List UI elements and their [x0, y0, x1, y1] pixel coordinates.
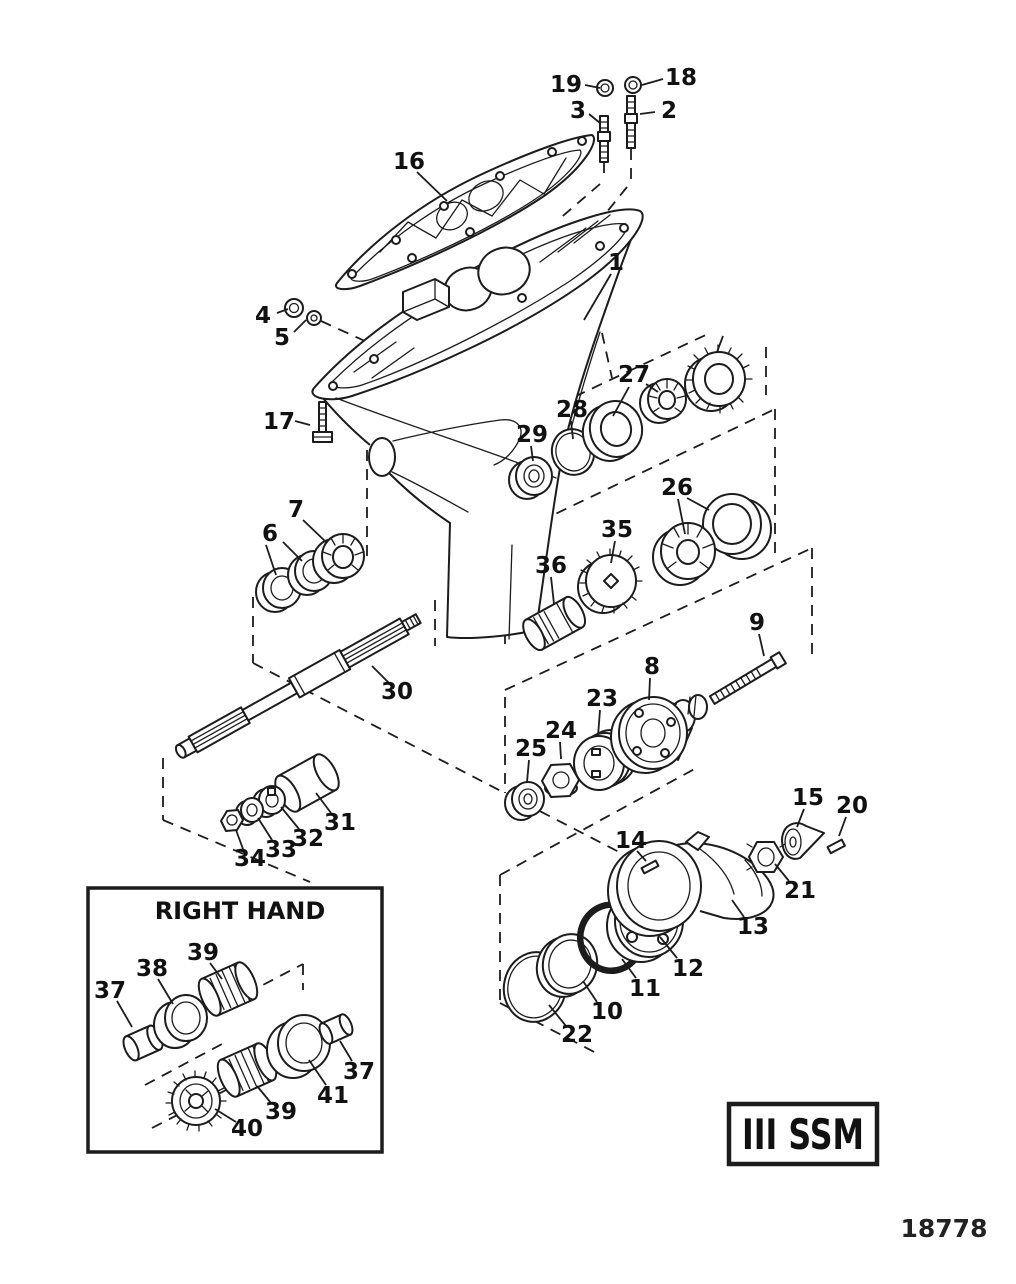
inset-title: RIGHT HAND [154, 897, 326, 925]
callout-39: 39 [186, 940, 220, 966]
part-20-pin [828, 840, 845, 854]
leader-line [717, 336, 723, 352]
leader-line [117, 1001, 132, 1027]
part-40-gear-assembly [166, 1071, 226, 1131]
leader-line [295, 421, 310, 425]
part-35-pinion-gear [578, 549, 642, 613]
part-15-anode-cone [782, 823, 824, 859]
callout-12: 12 [671, 956, 705, 982]
callout-14: 14 [614, 828, 648, 854]
model-badge [729, 1104, 877, 1164]
callout-32: 32 [291, 826, 325, 852]
part-18-nut [625, 77, 641, 93]
leader-line [839, 817, 846, 836]
callout-13: 13 [736, 914, 770, 940]
callout-25: 25 [514, 736, 548, 762]
drawing-number: 18778 [900, 1214, 988, 1243]
callout-19: 19 [549, 72, 583, 98]
part-2-stud [625, 96, 637, 148]
part-8-bearing-carrier [611, 695, 707, 773]
callout-27: 27 [617, 362, 651, 388]
leader-line [417, 172, 447, 201]
callout-40: 40 [230, 1116, 264, 1142]
leader-line [589, 114, 600, 123]
leader-line [560, 742, 561, 759]
callout-20: 20 [835, 793, 869, 819]
part-9-stud [709, 652, 786, 705]
callout-31: 31 [323, 810, 357, 836]
part-4-nut [285, 299, 303, 317]
callout-16: 16 [392, 149, 426, 175]
leader-line [759, 634, 764, 656]
callout-23: 23 [585, 686, 619, 712]
part-5-washer [307, 311, 321, 325]
leader-line [158, 979, 173, 1004]
callout-21: 21 [783, 878, 817, 904]
leader-line [527, 760, 529, 782]
part-7-bearing [313, 534, 364, 583]
callout-38: 38 [135, 956, 169, 982]
part-34-nut [221, 810, 243, 831]
callout-36: 36 [534, 553, 568, 579]
right-hand-inset [88, 888, 382, 1152]
badge-text: III SSM [742, 1110, 864, 1159]
part-38-ring [154, 995, 207, 1048]
callout-33: 33 [264, 837, 298, 863]
callout-11: 11 [628, 976, 662, 1002]
callout-18: 18 [664, 65, 698, 91]
callout-4: 4 [254, 303, 272, 329]
callout-10: 10 [590, 999, 624, 1025]
callout-17: 17 [262, 409, 296, 435]
leader-line [283, 542, 302, 561]
callout-28: 28 [555, 397, 589, 423]
leader-line [340, 1041, 352, 1061]
part-25-oil-seal [505, 782, 544, 820]
callout-41: 41 [316, 1083, 350, 1109]
callout-30: 30 [380, 679, 414, 705]
callout-6: 6 [261, 521, 279, 547]
callout-9: 9 [748, 610, 766, 636]
callout-22: 22 [560, 1022, 594, 1048]
callout-15: 15 [791, 785, 825, 811]
callout-39: 39 [264, 1099, 298, 1125]
callout-3: 3 [569, 98, 587, 124]
driven-gear [685, 345, 752, 413]
leader-line [303, 520, 326, 542]
leader-line [649, 678, 650, 700]
part-24-locknut [542, 764, 579, 797]
callout-24: 24 [544, 718, 578, 744]
leader-line [294, 320, 306, 332]
callout-26: 26 [660, 475, 694, 501]
part-17-bolt [313, 402, 332, 442]
callout-7: 7 [287, 497, 305, 523]
callout-37: 37 [342, 1059, 376, 1085]
leader-line [642, 79, 663, 85]
leader-line [551, 577, 554, 604]
callout-35: 35 [600, 517, 634, 543]
callout-29: 29 [515, 422, 549, 448]
callout-5: 5 [273, 325, 291, 351]
callout-37: 37 [93, 978, 127, 1004]
callout-1: 1 [607, 250, 625, 276]
callout-2: 2 [660, 98, 678, 124]
callout-34: 34 [233, 846, 267, 872]
callout-8: 8 [643, 654, 661, 680]
leader-line [640, 112, 655, 114]
